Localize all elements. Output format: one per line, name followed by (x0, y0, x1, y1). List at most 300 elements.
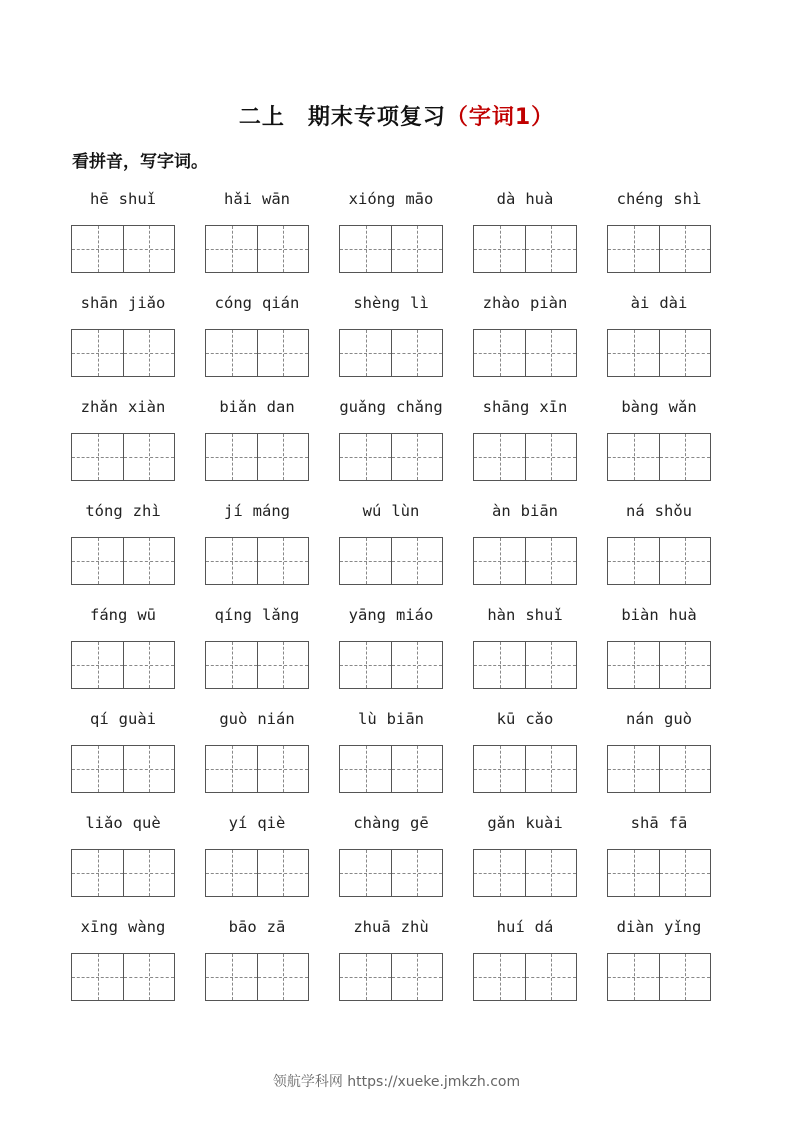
guide-line-vertical (685, 434, 686, 480)
pinyin-syllable: qí (90, 710, 109, 728)
pinyin-label (338, 502, 444, 520)
exercise-item (338, 502, 444, 588)
tianzige-square[interactable] (659, 954, 710, 1000)
pinyin-syllable: piàn (530, 294, 568, 312)
guide-line-vertical (634, 226, 635, 272)
pinyin-syllable: shā (630, 814, 659, 832)
tianzige-square[interactable] (206, 538, 257, 584)
writing-box[interactable] (205, 329, 309, 377)
tianzige-square[interactable] (608, 746, 659, 792)
tianzige-square[interactable] (525, 746, 576, 792)
exercise-item (70, 190, 176, 276)
writing-box[interactable] (607, 953, 711, 1001)
tianzige-square[interactable] (206, 642, 257, 688)
pinyin-label (70, 918, 176, 936)
tianzige-square[interactable] (391, 434, 442, 480)
exercise-item (70, 710, 176, 796)
tianzige-square[interactable] (206, 330, 257, 376)
guide-line-vertical (417, 434, 418, 480)
guide-line-vertical (551, 642, 552, 688)
exercise-item (70, 606, 176, 692)
pinyin-syllable: shèng (353, 294, 400, 312)
exercise-item (338, 814, 444, 900)
guide-line-vertical (366, 850, 367, 896)
writing-box[interactable] (473, 641, 577, 689)
pinyin-syllable: dà (496, 190, 516, 208)
tianzige-square[interactable] (257, 330, 308, 376)
tianzige-square[interactable] (608, 226, 659, 272)
pinyin-label (472, 710, 578, 728)
pinyin-syllable: lùn (391, 502, 420, 520)
guide-line-vertical (685, 538, 686, 584)
guide-line-vertical (500, 538, 501, 584)
tianzige-square[interactable] (123, 330, 174, 376)
guide-line-vertical (149, 642, 150, 688)
pinyin-syllable: māo (405, 190, 434, 208)
tianzige-square[interactable] (608, 954, 659, 1000)
pinyin-label (472, 294, 578, 312)
writing-box[interactable] (339, 537, 443, 585)
tianzige-square[interactable] (608, 330, 659, 376)
writing-box[interactable] (71, 849, 175, 897)
tianzige-square[interactable] (474, 538, 525, 584)
guide-line-vertical (232, 746, 233, 792)
exercise-item (70, 294, 176, 380)
guide-line-vertical (98, 330, 99, 376)
pinyin-syllable: biǎn (219, 398, 257, 416)
pinyin-label (70, 190, 176, 208)
tianzige-square[interactable] (72, 642, 123, 688)
pinyin-syllable: wū (137, 606, 156, 624)
exercise-row (70, 606, 730, 696)
pinyin-syllable: zhuā (353, 918, 391, 936)
writing-box[interactable] (205, 537, 309, 585)
guide-line-vertical (283, 850, 284, 896)
pinyin-syllable: jiǎo (128, 294, 166, 312)
pinyin-syllable: wú (362, 502, 382, 520)
writing-box[interactable] (205, 745, 309, 793)
pinyin-syllable: máng (252, 502, 290, 520)
guide-line-vertical (500, 954, 501, 1000)
tianzige-square[interactable] (257, 850, 308, 896)
pinyin-label (70, 710, 176, 728)
tianzige-square[interactable] (608, 642, 659, 688)
exercise-item (204, 294, 310, 380)
pinyin-syllable: fā (668, 814, 688, 832)
tianzige-square[interactable] (257, 434, 308, 480)
exercise-item (204, 710, 310, 796)
pinyin-syllable: liǎo (85, 814, 123, 832)
tianzige-square[interactable] (474, 954, 525, 1000)
guide-line-vertical (98, 954, 99, 1000)
exercise-item (338, 710, 444, 796)
tianzige-square[interactable] (123, 538, 174, 584)
pinyin-syllable: qián (262, 294, 300, 312)
tianzige-square[interactable] (340, 330, 391, 376)
exercise-item (338, 918, 444, 1004)
guide-line-vertical (98, 642, 99, 688)
guide-line-vertical (500, 434, 501, 480)
exercise-item (70, 398, 176, 484)
guide-line-vertical (685, 954, 686, 1000)
guide-line-vertical (283, 642, 284, 688)
guide-line-vertical (685, 850, 686, 896)
writing-box[interactable] (339, 433, 443, 481)
pinyin-syllable: guǎng (339, 398, 386, 416)
exercise-item (472, 710, 578, 796)
pinyin-label (606, 502, 712, 520)
pinyin-syllable: què (132, 814, 161, 832)
pinyin-syllable: shǒu (654, 502, 692, 520)
pinyin-syllable: wǎn (668, 398, 697, 416)
tianzige-square[interactable] (659, 226, 710, 272)
tianzige-square[interactable] (340, 850, 391, 896)
tianzige-square[interactable] (474, 850, 525, 896)
tianzige-square[interactable] (257, 642, 308, 688)
guide-line-vertical (685, 226, 686, 272)
tianzige-square[interactable] (72, 850, 123, 896)
guide-line-vertical (232, 850, 233, 896)
guide-line-vertical (500, 226, 501, 272)
guide-line-vertical (634, 538, 635, 584)
tianzige-square[interactable] (474, 746, 525, 792)
guide-line-vertical (98, 746, 99, 792)
writing-box[interactable] (339, 745, 443, 793)
writing-box[interactable] (339, 849, 443, 897)
writing-box[interactable] (473, 745, 577, 793)
pinyin-syllable: qíng (214, 606, 252, 624)
exercise-item (70, 502, 176, 588)
writing-box[interactable] (71, 225, 175, 273)
writing-box[interactable] (607, 745, 711, 793)
page-title-main: 二上 期末专项复习 (238, 105, 446, 130)
pinyin-label (472, 814, 578, 832)
writing-box[interactable] (339, 953, 443, 1001)
pinyin-label (204, 814, 310, 832)
pinyin-syllable: cóng (214, 294, 252, 312)
tianzige-square[interactable] (257, 538, 308, 584)
guide-line-vertical (98, 850, 99, 896)
pinyin-syllable: xīn (539, 398, 568, 416)
exercise-item (204, 398, 310, 484)
exercise-item (338, 606, 444, 692)
pinyin-syllable: xīng (80, 918, 118, 936)
tianzige-square[interactable] (608, 850, 659, 896)
guide-line-vertical (149, 954, 150, 1000)
writing-box[interactable] (473, 953, 577, 1001)
pinyin-syllable: bāo (228, 918, 257, 936)
guide-line-vertical (283, 954, 284, 1000)
tianzige-square[interactable] (72, 226, 123, 272)
pinyin-syllable: nián (257, 710, 295, 728)
pinyin-syllable: shì (673, 190, 702, 208)
footer-watermark: 领航学科网 https://xueke.jmkzh.com (272, 1074, 521, 1090)
exercise-item (472, 918, 578, 1004)
page-title (0, 100, 793, 131)
guide-line-vertical (366, 746, 367, 792)
guide-line-vertical (366, 642, 367, 688)
guide-line-vertical (417, 954, 418, 1000)
pinyin-syllable: shuǐ (525, 606, 563, 624)
pinyin-label (338, 710, 444, 728)
guide-line-vertical (232, 954, 233, 1000)
writing-box[interactable] (205, 641, 309, 689)
tianzige-square[interactable] (257, 954, 308, 1000)
exercise-row (70, 918, 730, 1008)
writing-box[interactable] (339, 225, 443, 273)
writing-box[interactable] (71, 537, 175, 585)
guide-line-vertical (417, 746, 418, 792)
guide-line-vertical (149, 226, 150, 272)
writing-box[interactable] (473, 329, 577, 377)
tianzige-square[interactable] (123, 642, 174, 688)
tianzige-square[interactable] (525, 538, 576, 584)
tianzige-square[interactable] (72, 434, 123, 480)
pinyin-syllable: xióng (348, 190, 396, 208)
pinyin-label (606, 814, 712, 832)
pinyin-syllable: yāng (348, 606, 386, 624)
guide-line-vertical (232, 226, 233, 272)
tianzige-square[interactable] (72, 954, 123, 1000)
pinyin-syllable: dài (659, 294, 688, 312)
tianzige-square[interactable] (72, 330, 123, 376)
pinyin-syllable: ài (630, 294, 650, 312)
tianzige-square[interactable] (525, 850, 576, 896)
guide-line-vertical (366, 954, 367, 1000)
pinyin-syllable: huà (525, 190, 554, 208)
tianzige-square[interactable] (525, 330, 576, 376)
instruction-text: 看拼音，写字词。 (72, 152, 208, 172)
tianzige-square[interactable] (391, 746, 442, 792)
pinyin-syllable: guài (118, 710, 156, 728)
pinyin-label (606, 294, 712, 312)
tianzige-square[interactable] (659, 642, 710, 688)
pinyin-label (70, 502, 176, 520)
pinyin-syllable: yǐng (664, 918, 702, 936)
pinyin-label (204, 294, 310, 312)
tianzige-square[interactable] (391, 226, 442, 272)
guide-line-vertical (551, 226, 552, 272)
tianzige-square[interactable] (72, 746, 123, 792)
guide-line-vertical (283, 434, 284, 480)
pinyin-label (204, 190, 310, 208)
guide-line-vertical (232, 642, 233, 688)
guide-line-vertical (551, 850, 552, 896)
pinyin-syllable: kū (496, 710, 516, 728)
pinyin-syllable: lù (358, 710, 377, 728)
tianzige-square[interactable] (123, 954, 174, 1000)
tianzige-square[interactable] (659, 330, 710, 376)
writing-box[interactable] (339, 329, 443, 377)
tianzige-square[interactable] (206, 746, 257, 792)
tianzige-square[interactable] (340, 746, 391, 792)
exercise-item (338, 294, 444, 380)
guide-line-vertical (149, 850, 150, 896)
tianzige-square[interactable] (206, 850, 257, 896)
writing-box[interactable] (71, 329, 175, 377)
tianzige-square[interactable] (525, 642, 576, 688)
tianzige-square[interactable] (206, 434, 257, 480)
pinyin-label (606, 190, 712, 208)
pinyin-syllable: gǎn (487, 814, 516, 832)
pinyin-syllable: chǎng (396, 398, 443, 416)
writing-box[interactable] (339, 641, 443, 689)
writing-box[interactable] (71, 641, 175, 689)
pinyin-label (472, 918, 578, 936)
exercise-item (472, 606, 578, 692)
guide-line-vertical (417, 226, 418, 272)
guide-line-vertical (98, 226, 99, 272)
pinyin-syllable: chéng (616, 190, 664, 208)
pinyin-label (472, 502, 578, 520)
exercise-item (472, 190, 578, 276)
guide-line-vertical (634, 330, 635, 376)
writing-box[interactable] (473, 537, 577, 585)
guide-line-vertical (634, 954, 635, 1000)
writing-box[interactable] (205, 433, 309, 481)
pinyin-syllable: qiè (257, 814, 286, 832)
tianzige-square[interactable] (659, 850, 710, 896)
tianzige-square[interactable] (123, 850, 174, 896)
tianzige-square[interactable] (123, 746, 174, 792)
tianzige-square[interactable] (608, 434, 659, 480)
writing-box[interactable] (473, 433, 577, 481)
tianzige-square[interactable] (391, 642, 442, 688)
writing-box[interactable] (473, 225, 577, 273)
writing-box[interactable] (71, 953, 175, 1001)
tianzige-square[interactable] (340, 226, 391, 272)
tianzige-square[interactable] (474, 642, 525, 688)
tianzige-square[interactable] (206, 954, 257, 1000)
tianzige-square[interactable] (474, 226, 525, 272)
pinyin-syllable: guò (664, 710, 692, 728)
pinyin-label (338, 294, 444, 312)
writing-box[interactable] (607, 433, 711, 481)
tianzige-square[interactable] (391, 850, 442, 896)
pinyin-syllable: dan (266, 398, 295, 416)
tianzige-square[interactable] (525, 434, 576, 480)
writing-box[interactable] (607, 537, 711, 585)
pinyin-syllable: zhǎn (80, 398, 118, 416)
guide-line-vertical (551, 434, 552, 480)
exercise-item (606, 918, 712, 1004)
writing-box[interactable] (71, 745, 175, 793)
tianzige-square[interactable] (474, 330, 525, 376)
pinyin-label (338, 398, 444, 416)
pinyin-label (606, 606, 712, 624)
tianzige-square[interactable] (525, 954, 576, 1000)
exercise-item (606, 190, 712, 276)
exercise-item (338, 398, 444, 484)
tianzige-square[interactable] (608, 538, 659, 584)
tianzige-square[interactable] (72, 538, 123, 584)
tianzige-square[interactable] (340, 538, 391, 584)
tianzige-square[interactable] (340, 434, 391, 480)
guide-line-vertical (685, 330, 686, 376)
writing-box[interactable] (205, 225, 309, 273)
pinyin-syllable: nán (626, 710, 654, 728)
writing-box[interactable] (71, 433, 175, 481)
tianzige-square[interactable] (340, 954, 391, 1000)
pinyin-label (338, 918, 444, 936)
pinyin-syllable: shān (80, 294, 118, 312)
pinyin-label (472, 190, 578, 208)
tianzige-square[interactable] (257, 746, 308, 792)
guide-line-vertical (500, 746, 501, 792)
tianzige-square[interactable] (123, 434, 174, 480)
pinyin-syllable: zhì (132, 502, 161, 520)
guide-line-vertical (417, 850, 418, 896)
tianzige-square[interactable] (391, 330, 442, 376)
writing-box[interactable] (607, 849, 711, 897)
tianzige-square[interactable] (391, 954, 442, 1000)
pinyin-label (70, 294, 176, 312)
pinyin-syllable: biān (386, 710, 424, 728)
guide-line-vertical (685, 642, 686, 688)
tianzige-square[interactable] (659, 538, 710, 584)
guide-line-vertical (417, 642, 418, 688)
tianzige-square[interactable] (525, 226, 576, 272)
tianzige-square[interactable] (206, 226, 257, 272)
pinyin-label (204, 502, 310, 520)
exercise-item (606, 710, 712, 796)
guide-line-vertical (98, 538, 99, 584)
pinyin-syllable: miáo (396, 606, 434, 624)
pinyin-syllable: dá (534, 918, 554, 936)
pinyin-syllable: wàng (128, 918, 166, 936)
tianzige-square[interactable] (391, 538, 442, 584)
pinyin-label (70, 398, 176, 416)
pinyin-syllable: hàn (487, 606, 516, 624)
guide-line-vertical (366, 434, 367, 480)
exercise-item (472, 398, 578, 484)
pinyin-label (204, 710, 310, 728)
exercise-item (204, 502, 310, 588)
pinyin-label (606, 710, 712, 728)
tianzige-square[interactable] (474, 434, 525, 480)
exercise-row (70, 502, 730, 592)
exercise-row (70, 814, 730, 904)
writing-box[interactable] (607, 329, 711, 377)
tianzige-square[interactable] (659, 746, 710, 792)
pinyin-syllable: biān (520, 502, 558, 520)
pinyin-label (70, 814, 176, 832)
pinyin-syllable: àn (492, 502, 511, 520)
writing-box[interactable] (607, 641, 711, 689)
exercise-item (204, 190, 310, 276)
exercise-item (472, 814, 578, 900)
tianzige-square[interactable] (257, 226, 308, 272)
exercise-item (204, 918, 310, 1004)
guide-line-vertical (551, 746, 552, 792)
pinyin-label (338, 814, 444, 832)
writing-box[interactable] (205, 953, 309, 1001)
exercise-row (70, 710, 730, 800)
guide-line-vertical (149, 538, 150, 584)
pinyin-label (204, 918, 310, 936)
writing-box[interactable] (607, 225, 711, 273)
guide-line-vertical (551, 954, 552, 1000)
guide-line-vertical (366, 226, 367, 272)
guide-line-vertical (500, 330, 501, 376)
tianzige-square[interactable] (659, 434, 710, 480)
writing-box[interactable] (205, 849, 309, 897)
tianzige-square[interactable] (123, 226, 174, 272)
writing-box[interactable] (473, 849, 577, 897)
pinyin-syllable: hē (90, 190, 109, 208)
guide-line-vertical (551, 330, 552, 376)
tianzige-square[interactable] (340, 642, 391, 688)
